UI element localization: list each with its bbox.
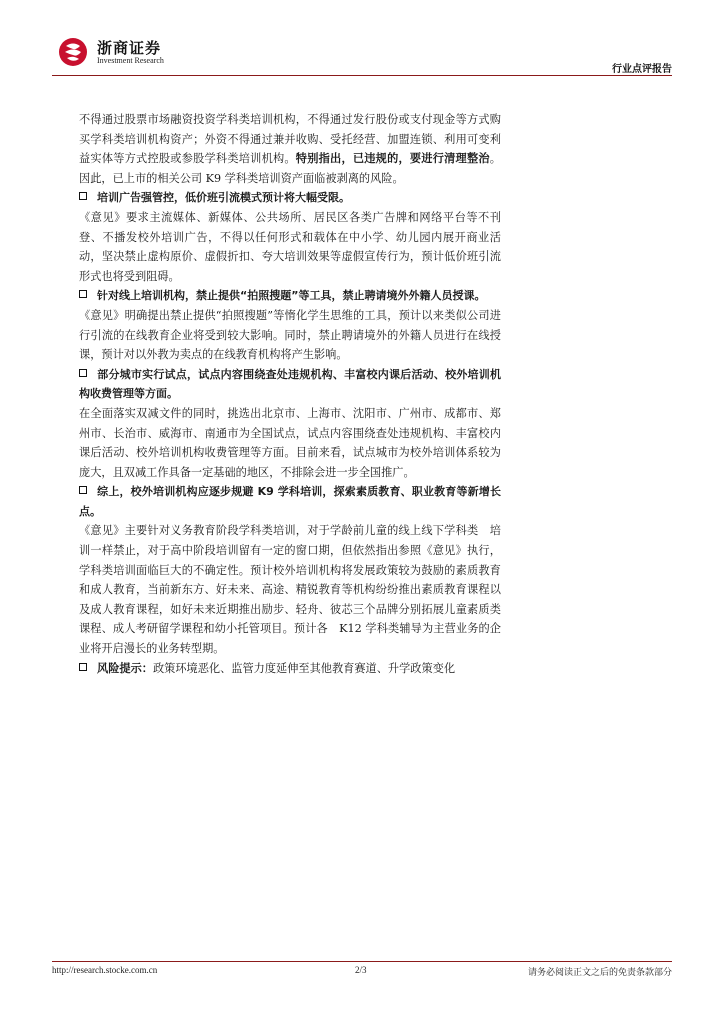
- logo-chinese-name: 浙商证券: [97, 39, 162, 57]
- report-type-label: 行业点评报告: [612, 64, 672, 75]
- section-heading-text: 培训广告强管控，低价班引流模式预计将大幅受限。: [97, 191, 350, 205]
- paragraph-summary: 《意见》主要针对义务教育阶段学科类培训，对于学龄前儿童的线上线下学科类 培训一样禁止，对于高中阶段培训留有一定的窗口期，但依然指出参照《意见》执行，学科类培训面临巨大的不确定性。预计校外培训机构将发展政策较为鼓励的素质教育和成人教育，当前新东方、好未来、高途、精锐教育等机构纷纷推出素质教育课程以及成人教育课程，如好未来近期推出励步、轻舟、彼芯三个品牌分别拓展儿童素质类课程、成人考研留学课程和幼小托管项目。预计各 K12 学科类辅导为主营业务的企业将开启漫长的业务转型期。: [79, 524, 501, 656]
- zheshang-logo-icon: [58, 37, 88, 67]
- main-content: [79, 110, 501, 678]
- checkbox-bullet-icon: [79, 663, 87, 671]
- paragraph-online: 《意见》明确提出禁止提供“拍照搜题”等惰化学生思维的工具，预计以来类似公司进行引流的在线教育企业将受到较大影响。同时，禁止聘请境外的外籍人员进行在线授课，预计对以外教为卖点的在线教育机构将产生影响。: [79, 308, 501, 362]
- section-heading-text: 综上，校外培训机构应逐步规避 K9 学科培训，探索素质教育、职业教育等新增长点。: [79, 485, 501, 518]
- logo-english-name: Investment Research: [97, 56, 164, 65]
- risk-label: 风险提示：: [97, 661, 153, 675]
- section-heading-pilot: [79, 365, 501, 404]
- checkbox-bullet-icon: [79, 486, 87, 494]
- page-header: [0, 0, 724, 80]
- section-heading-text: 部分城市实行试点，试点内容围绕查处违规机构、丰富校内课后活动、校外培训机构收费管理等方面。: [79, 367, 501, 401]
- paragraph-ad-control: 《意见》要求主流媒体、新媒体、公共场所、居民区各类广告牌和网络平台等不刊登、不播发校外培训广告，不得以任何形式和载体在中小学、幼儿园内展开商业活动，坚决禁止虚构原价、虚假折扣、夸大培训效果等虚假宣传行为，预计低价班引流形式也将受到阻碍。: [79, 210, 501, 283]
- header-divider: [52, 75, 672, 76]
- paragraph-pilot: 在全面落实双减文件的同时，挑选出北京市、上海市、沈阳市、广州市、成都市、郑州市、长治市、威海市、南通市为全国试点，试点内容围绕查处违规机构、丰富校内课后活动、校外培训机构收费管理等方面。目前来看，试点城市为校外培训体系较为庞大，且双减工作具备一定基础的地区，不排除会进一步全国推广。: [79, 406, 501, 479]
- checkbox-bullet-icon: [79, 369, 87, 377]
- paragraph-1-text: 不得通过股票市场融资投资学科类培训机构，不得通过发行股份或支付现金等方式购买学科类培训机构资产；外资不得通过兼并收购、受托经营、加盟连锁、利用可变利益实体等方式控股或参股学科类培训机构。: [79, 113, 501, 166]
- risk-warning: [79, 659, 501, 679]
- paragraph-1-emphasis: 特别指出，已违规的，要进行清理整治: [295, 151, 490, 166]
- footer-divider: [52, 961, 672, 962]
- footer-url: http://research.stocke.com.cn: [52, 965, 158, 975]
- paragraph-1-tail: 。因此，已上市的相关公司 K9 学科类培训资产面临被剥离的风险。: [79, 152, 501, 185]
- paragraph-1: [79, 110, 501, 188]
- section-heading-ad-control: [79, 188, 501, 208]
- section-heading-text: 针对线上培训机构，禁止提供“拍照搜题”等工具，禁止聘请境外外籍人员授课。: [97, 289, 486, 303]
- section-heading-summary: [79, 482, 501, 521]
- section-heading-online: [79, 286, 501, 306]
- checkbox-bullet-icon: [79, 192, 87, 200]
- checkbox-bullet-icon: [79, 290, 87, 298]
- footer-disclaimer: 请务必阅读正文之后的免责条款部分: [527, 968, 672, 978]
- page-number: 2/3: [355, 965, 367, 975]
- risk-text: 政策环境恶化、监管力度延伸至其他教育赛道、升学政策变化: [152, 661, 456, 675]
